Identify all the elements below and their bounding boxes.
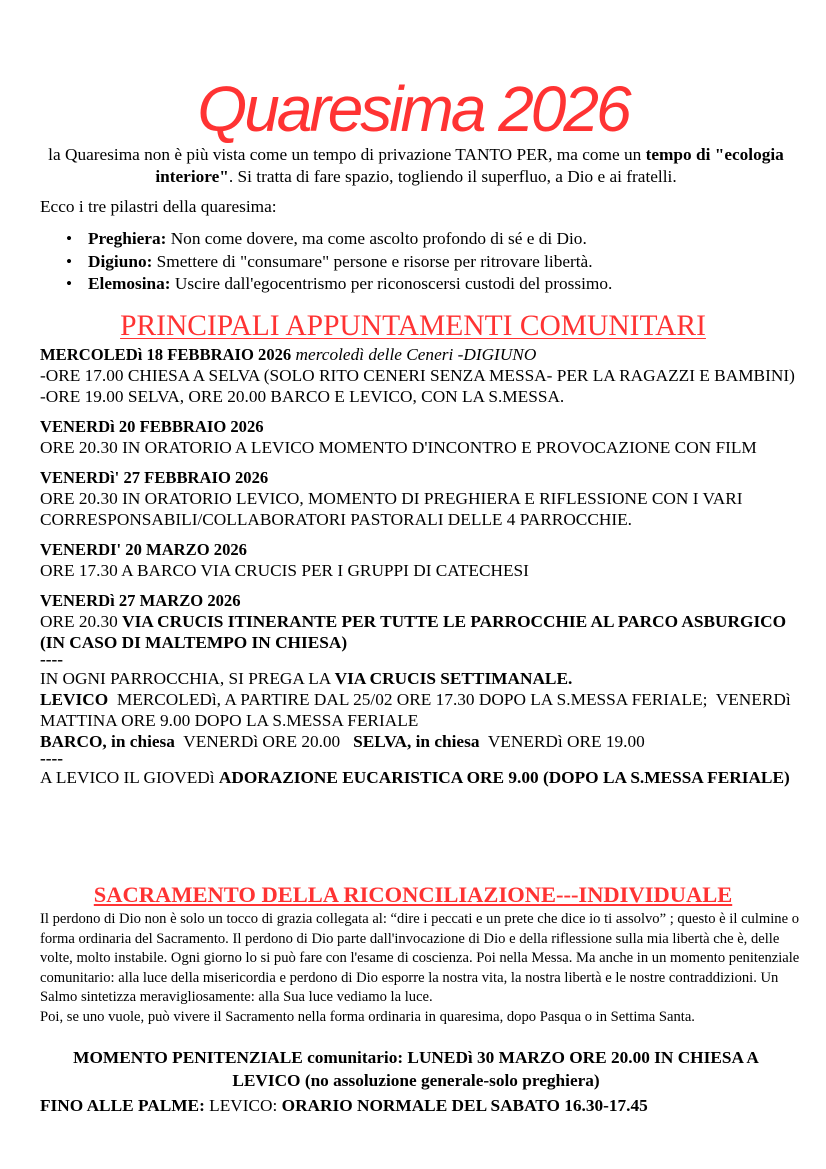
- barco-label: BARCO, in chiesa: [40, 732, 175, 751]
- sacrament-paragraph-1: Il perdono di Dio non è solo un tocco di grazia collegata al: “dire i peccati e un prete che dice io ti assolvo” ; questo è il culmine o forma ordinaria del Sacramento. Il perdono di Dio parte dall'invocazione di Dio e della riflessione sulla mia libertà che è, delle volte, molto instabile. Ogni giorno lo si può fare con l'esame di coscienza. Poi nella Messa. Ma anche in un momento penitenziale comunitario: alla luce della misericordia e perdono di Dio esporre la nostra vita, la nostra libertà e le nostre contraddizioni. Un Salmo sintetizza meravigliosamente: alla Sua luce vediamo la luce.: [40, 911, 800, 1005]
- selva-label: SELVA, in chiesa: [353, 732, 480, 751]
- separator: ----: [40, 749, 64, 768]
- page-title: Quaresima 2026: [197, 73, 629, 145]
- pillar-text: Non come dovere, ma come ascolto profondo di sé e di Dio.: [166, 229, 587, 248]
- pillar-label: Digiuno:: [88, 251, 153, 271]
- event-desc-bold: VIA CRUCIS ITINERANTE PER TUTTE LE PARROCCHIE AL PARCO ASBURGICO (IN CASO DI MALTEMPO IN CHIESA): [40, 612, 787, 652]
- levico-text: MERCOLEDì, A PARTIRE DAL 25/02 ORE 17.30 DOPO LA S.MESSA FERIALE; VENERDì MATTINA ORE 9.00 DOPO LA S.MESSA FERIALE: [40, 690, 795, 730]
- bullet-icon: •: [66, 251, 73, 271]
- weekly-intro: [40, 668, 800, 689]
- pillar-item: [66, 251, 612, 274]
- event-item: [40, 416, 800, 458]
- intro-text-2: . Si tratta di fare spazio, togliendo il superfluo, a Dio e ai fratelli.: [228, 167, 677, 186]
- pillar-label: Preghiera:: [88, 229, 167, 248]
- events-list: [40, 344, 800, 788]
- weekly-intro-plain: IN OGNI PARROCCHIA, SI PREGA LA: [40, 669, 335, 688]
- event-item: [40, 467, 800, 530]
- event-item: [40, 344, 800, 407]
- intro-text-1: la Quaresima non è più vista come un tempo di privazione TANTO PER, ma come un: [48, 145, 646, 164]
- event-item: [40, 590, 800, 653]
- event-desc: -ORE 17.00 CHIESA A SELVA (SOLO RITO CENERI SENZA MESSA- PER LA RAGAZZI E BAMBINI) -ORE 19.00 SELVA, ORE 20.00 BARCO E LEVICO, CON LA S.MESSA.: [40, 366, 795, 406]
- event-desc: [40, 611, 800, 653]
- barco-text: VENERDì ORE 20.00: [174, 732, 354, 751]
- palme-label: FINO ALLE PALME:: [40, 1096, 205, 1115]
- pillar-text: Smettere di "consumare" persone e risorse per ritrovare libertà.: [152, 251, 593, 271]
- sacrament-heading: SACRAMENTO DELLA RICONCILIAZIONE---INDIVIDUALE: [93, 882, 733, 907]
- event-desc-plain: ORE 20.30: [40, 612, 123, 631]
- separator: ----: [40, 650, 64, 669]
- adoration-bold: ADORAZIONE EUCARISTICA ORE 9.00 (DOPO LA S.MESSA FERIALE): [218, 768, 790, 787]
- sacrament-text: [40, 910, 800, 1027]
- event-desc: ORE 20.30 IN ORATORIO A LEVICO MOMENTO D'INCONTRO E PROVOCAZIONE CON FILM: [40, 438, 757, 457]
- pillar-label: Elemosina:: [88, 274, 171, 293]
- intro-paragraph: [40, 144, 792, 188]
- weekly-barco-selva: [40, 731, 800, 752]
- levico-label: LEVICO: [40, 690, 109, 709]
- pillar-item: [66, 273, 612, 296]
- appointments-heading: PRINCIPALI APPUNTAMENTI COMUNITARI: [120, 310, 706, 342]
- event-date: VENERDì' 27 FEBBRAIO 2026: [40, 468, 269, 487]
- palme-schedule: [40, 1094, 648, 1117]
- event-date-note: mercoledì delle Ceneri -DIGIUNO: [291, 345, 537, 364]
- pillar-text: Uscire dall'egocentrismo per riconoscersi custodi del prossimo.: [170, 274, 613, 293]
- event-desc: ORE 20.30 IN ORATORIO LEVICO, MOMENTO DI PREGHIERA E RIFLESSIONE CON I VARI CORRESPONSABILI/COLLABORATORI PASTORALI DELLE 4 PARROCCHIE.: [40, 489, 743, 529]
- weekly-levico: [40, 689, 800, 731]
- palme-bold: ORARIO NORMALE DEL SABATO 16.30-17.45: [281, 1096, 648, 1115]
- pillars-list: [66, 228, 612, 296]
- sacrament-paragraph-2: Poi, se uno vuole, può vivere il Sacramento nella forma ordinaria in quaresima, dopo Pasqua o in Settima Santa.: [40, 1008, 695, 1025]
- event-date: MERCOLEDì 18 FEBBRAIO 2026: [40, 345, 292, 364]
- pillars-intro: Ecco i tre pilastri della quaresima:: [40, 197, 277, 216]
- palme-plain: LEVICO:: [204, 1096, 282, 1115]
- pillar-item: [66, 228, 612, 251]
- event-desc: ORE 17.30 A BARCO VIA CRUCIS PER I GRUPPI DI CATECHESI: [40, 561, 529, 580]
- event-date: VENERDì 20 FEBBRAIO 2026: [40, 417, 264, 436]
- intro-bold: tempo di "ecologia interiore": [155, 145, 784, 186]
- event-item: [40, 539, 800, 581]
- momento-penitenziale: MOMENTO PENITENZIALE comunitario: LUNEDì 30 MARZO ORE 20.00 IN CHIESA A LEVICO (no assoluzione generale-solo preghiera): [73, 1048, 759, 1090]
- adoration-plain: A LEVICO IL GIOVEDì: [40, 768, 219, 787]
- event-date: VENERDì 27 MARZO 2026: [40, 591, 241, 610]
- selva-text: VENERDì ORE 19.00: [479, 732, 645, 751]
- adoration: [40, 767, 800, 788]
- bullet-icon: •: [66, 229, 73, 248]
- bullet-icon: •: [66, 274, 73, 293]
- event-date: VENERDI' 20 MARZO 2026: [40, 540, 247, 559]
- weekly-intro-bold: VIA CRUCIS SETTIMANALE.: [334, 669, 573, 688]
